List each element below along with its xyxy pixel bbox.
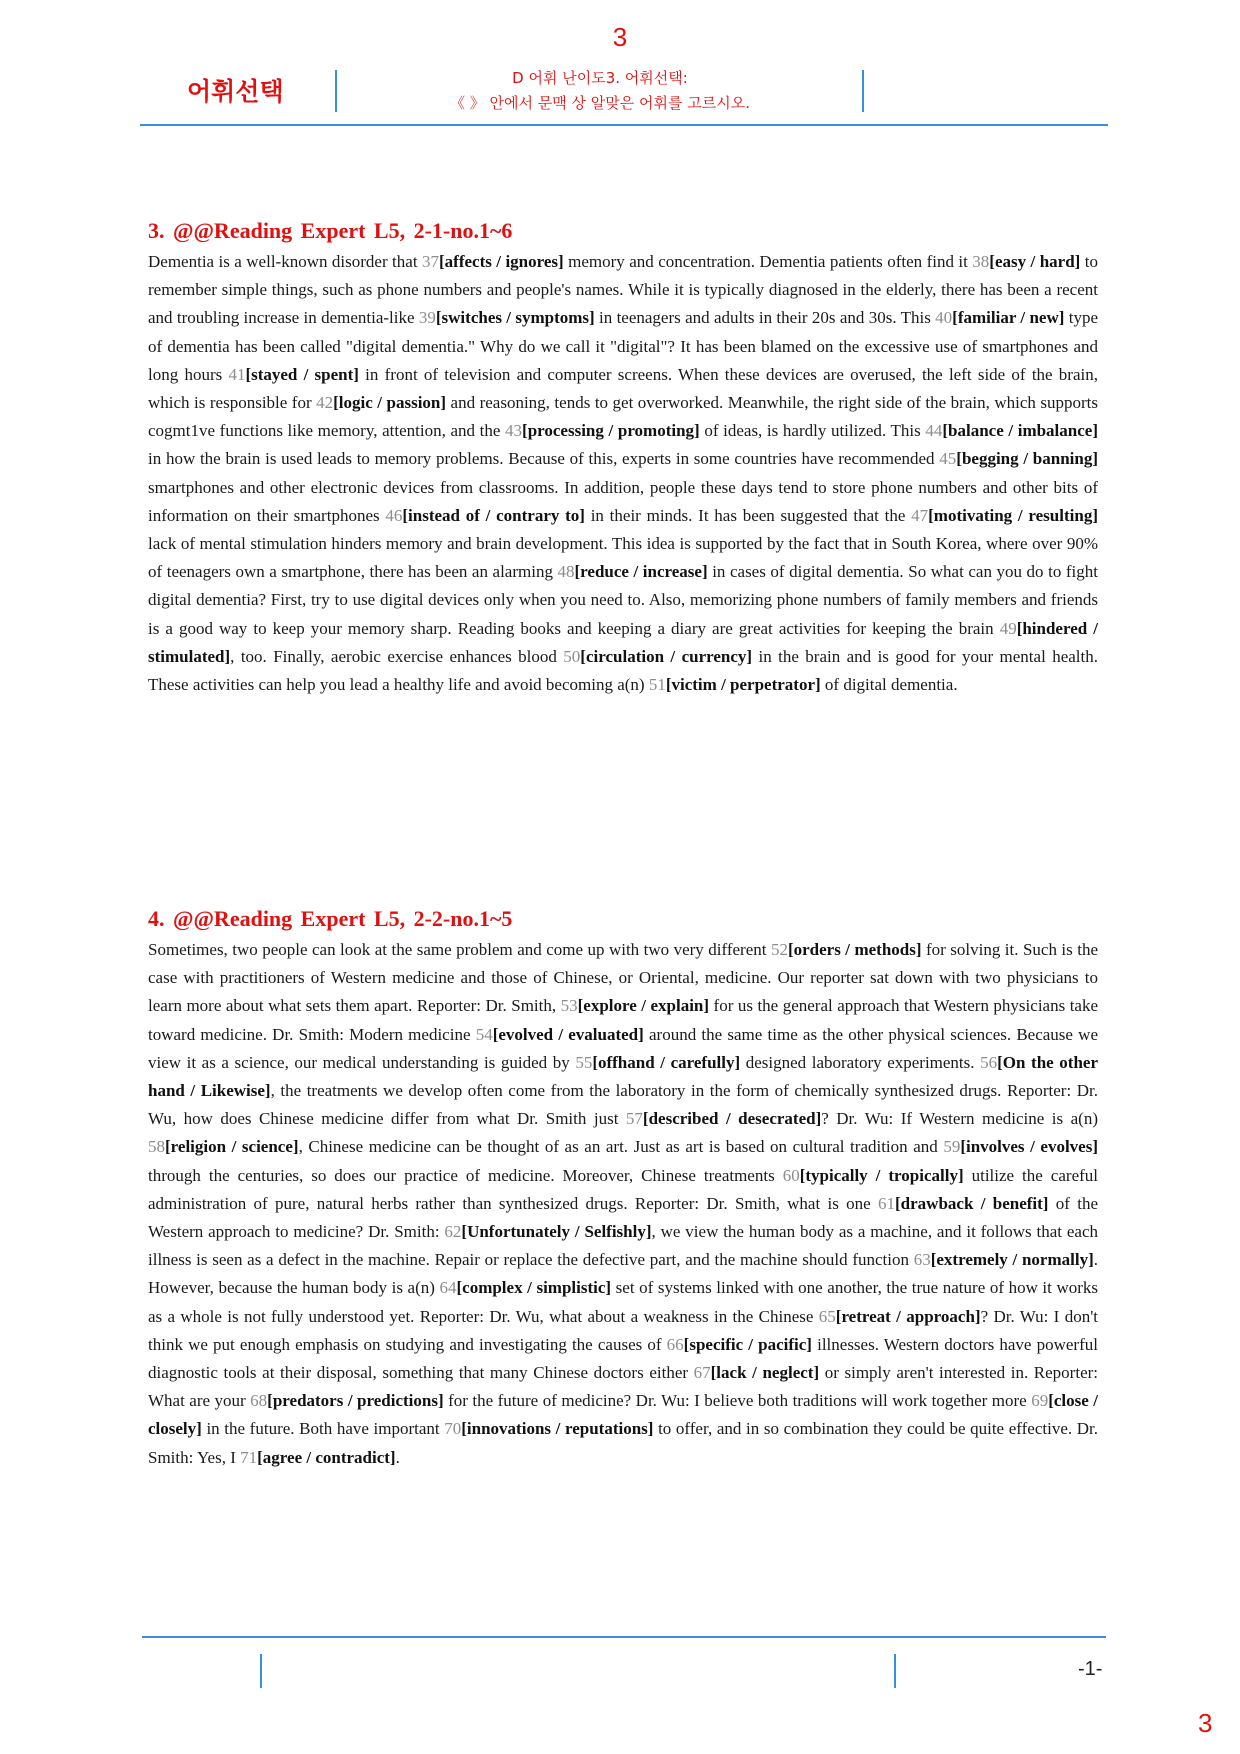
- word-choice[interactable]: [lack / neglect]: [710, 1363, 820, 1383]
- question-number: 56: [980, 1052, 998, 1072]
- footer-divider: [142, 1636, 1106, 1638]
- passage-fragment: in cases of digital dementia. So what can you do to fight digital dementia? First, try to use digital devices only when you need to. Also, memorizing phone numbers of family members and friends is a good way to keep your memory sharp. Reading books and keeping a diary are great activities for keeping the brain: [148, 562, 1099, 638]
- question-number: 37: [422, 252, 439, 271]
- word-choice[interactable]: [agree / contradict]: [257, 1447, 396, 1467]
- word-choice[interactable]: [evolved / evaluated]: [492, 1024, 644, 1044]
- passage-fragment: through the centuries, so does our practice of medicine. Moreover, Chinese treatments: [148, 1165, 783, 1185]
- passage-fragment: . However, because the human body is a(n): [148, 1250, 1098, 1298]
- question-number: 59: [943, 1137, 961, 1157]
- passage-fragment: utilize the careful administration of pure, natural herbs rather than synthesized drugs. Reporter: Dr. Smith, what is one: [148, 1165, 1098, 1213]
- section-4: [148, 906, 1098, 1472]
- passage-fragment: illnesses. Western doctors have powerful diagnostic tools at their disposal, something that many Chinese doctors either: [148, 1334, 1098, 1383]
- passage-fragment: to remember simple things, such as phone numbers and people's names. While it is typically diagnosed in the elderly, there has been a recent and troubling increase in dementia-like: [148, 252, 1099, 328]
- question-number: 67: [693, 1363, 711, 1383]
- passage-fragment: Sometimes, two people can look at the same problem and come up with two very different: [148, 940, 771, 959]
- word-choice[interactable]: [balance / imbalance]: [942, 421, 1098, 441]
- question-number: 62: [444, 1222, 462, 1242]
- footer-page-number: -1-: [1078, 1658, 1103, 1680]
- question-number: 71: [240, 1447, 258, 1467]
- passage-fragment: set of systems linked with one another, the true nature of how it works as a whole is not fully understood yet. Reporter: Dr. Wu, what about a weakness in the Chinese: [148, 1278, 1099, 1326]
- passage-fragment: in the brain and is good for your mental health. These activities can help you lead a healthy life and avoid becoming a(n): [148, 646, 1098, 695]
- passage-fragment: , the treatments we develop often come from the laboratory in the form of chemically synthesized drugs. Reporter: Dr. Wu, how does Chinese medicine differ from what Dr. Smith just: [148, 1081, 1098, 1129]
- passage-fragment: around the same time as the other physical sciences. Because we view it as a science, our medical understanding is guided by: [148, 1024, 1098, 1072]
- word-choice[interactable]: [typically / tropically]: [799, 1165, 964, 1185]
- passage-fragment: for us the general approach that Western physicians take toward medicine. Dr. Smith: Modern medicine: [148, 996, 1099, 1044]
- passage-fragment: , Chinese medicine can be thought of as an art. Just as art is based on cultural tradition and: [298, 1137, 944, 1157]
- question-number: 40: [935, 308, 953, 328]
- passage-fragment: in teenagers and adults in their 20s and 30s. This: [594, 308, 936, 328]
- question-number: 39: [418, 308, 436, 328]
- question-number: 53: [560, 996, 578, 1016]
- word-choice[interactable]: [On the other hand / Likewise]: [148, 1052, 1099, 1101]
- passage-fragment: and reasoning, tends to get overworked. Meanwhile, the right side of the brain, which supports cogmt1ve functions like memory, attention, and the: [148, 393, 1098, 441]
- passage-fragment: for the future of medicine? Dr. Wu: I believe both traditions will work together more: [443, 1391, 1032, 1411]
- word-choice[interactable]: [victim / perpetrator]: [665, 675, 821, 695]
- word-choice[interactable]: [instead of / contrary to]: [402, 505, 585, 525]
- word-choice[interactable]: [circulation / currency]: [580, 646, 753, 666]
- instruction-line-1: D 어휘 난이도3. 어휘선택:: [512, 69, 688, 87]
- question-number: 44: [925, 421, 943, 441]
- word-choice[interactable]: [retreat / approach]: [835, 1306, 981, 1326]
- footer-divider-right: [894, 1654, 896, 1688]
- word-choice[interactable]: [switches / symptoms]: [435, 308, 595, 328]
- question-number: 60: [782, 1165, 800, 1185]
- word-choice[interactable]: [hindered / stimulated]: [148, 618, 1098, 666]
- question-number: 48: [557, 562, 575, 582]
- question-number: 47: [911, 505, 929, 525]
- passage-fragment: in front of television and computer screens. When these devices are overused, the left side of the brain, which is responsible for: [148, 364, 1098, 413]
- question-number: 70: [444, 1419, 462, 1439]
- word-choice[interactable]: [processing / promoting]: [522, 421, 700, 441]
- passage-fragment: in their minds. It has been suggested that the: [584, 505, 912, 525]
- word-choice[interactable]: [orders / methods]: [787, 940, 922, 959]
- word-choice[interactable]: [reduce / increase]: [574, 562, 708, 582]
- passage-fragment: to offer, and in so combination they could be quite effective. Dr. Smith: Yes, I: [148, 1419, 1098, 1467]
- question-number: 63: [913, 1250, 931, 1270]
- question-number: 57: [625, 1109, 643, 1129]
- header-divider-left: [335, 70, 337, 112]
- footer-divider-left: [260, 1654, 262, 1688]
- section-3: [148, 218, 1098, 699]
- passage-fragment: ? Dr. Wu: If Western medicine is a(n): [821, 1109, 1098, 1129]
- word-choice[interactable]: [easy / hard]: [989, 252, 1081, 271]
- question-number: 54: [475, 1024, 493, 1044]
- passage-fragment: Dementia is a well-known disorder that: [148, 252, 422, 271]
- word-choice[interactable]: [described / desecrated]: [642, 1109, 822, 1129]
- question-number: 41: [228, 364, 246, 384]
- question-number: 65: [818, 1306, 836, 1326]
- question-number: 43: [505, 421, 523, 441]
- word-choice[interactable]: [specific / pacific]: [683, 1334, 812, 1354]
- passage-fragment: memory and concentration. Dementia patients often find it: [563, 252, 973, 271]
- word-choice[interactable]: [close / closely]: [148, 1391, 1098, 1439]
- question-number: 52: [770, 940, 788, 959]
- question-number: 42: [316, 393, 334, 413]
- word-choice[interactable]: [Unfortunately / Selfishly]: [461, 1222, 652, 1242]
- section-title: 4. @@Reading Expert L5, 2-2-no.1~5: [148, 906, 513, 931]
- word-choice[interactable]: [affects / ignores]: [439, 252, 564, 271]
- passage-fragment: for solving it. Such is the case with practitioners of Western medicine and those of Chinese, or Oriental, medicine. Our reporter sat down with two physicians to learn more about what sets them apart. Reporter: Dr. Smith,: [148, 940, 1098, 1016]
- word-choice[interactable]: [predators / predictions]: [267, 1391, 444, 1411]
- question-number: 64: [439, 1278, 457, 1298]
- passage-fragment: designed laboratory experiments.: [740, 1052, 981, 1072]
- question-number: 61: [878, 1193, 895, 1213]
- question-number: 66: [666, 1334, 684, 1354]
- passage-fragment: of digital dementia.: [820, 675, 958, 695]
- passage-fragment: , we view the human body as a machine, and it follows that each illness is seen as a defect in the machine. Repair or replace the defective part, and the machine should function: [148, 1222, 1098, 1270]
- top-page-number: 3: [612, 22, 628, 52]
- word-choice[interactable]: [stayed / spent]: [245, 364, 359, 384]
- passage-text: [148, 936, 1098, 1472]
- instruction-line-2: 《 》 안에서 문맥 상 알맞은 어휘를 고르시오.: [450, 94, 750, 112]
- word-choice[interactable]: [drawback / benefit]: [895, 1193, 1049, 1213]
- question-number: 46: [385, 505, 403, 525]
- passage-fragment: , too. Finally, aerobic exercise enhances blood: [230, 646, 564, 666]
- word-choice[interactable]: [explore / explain]: [577, 996, 710, 1016]
- question-number: 38: [972, 252, 990, 271]
- header-divider-right: [862, 70, 864, 112]
- page-header: [140, 62, 1108, 126]
- corner-page-number: 3: [1198, 1708, 1213, 1738]
- question-number: 68: [250, 1391, 268, 1411]
- question-number: 50: [563, 646, 581, 666]
- question-number: 69: [1031, 1391, 1049, 1411]
- question-number: 51: [648, 675, 666, 695]
- question-number: 58: [148, 1137, 165, 1157]
- passage-fragment: of ideas, is hardly utilized. This: [699, 421, 926, 441]
- word-choice[interactable]: [offhand / carefully]: [592, 1052, 741, 1072]
- passage-fragment: .: [395, 1447, 400, 1467]
- word-choice[interactable]: [complex / simplistic]: [456, 1278, 612, 1298]
- passage-fragment: smartphones and other electronic devices from classrooms. In addition, people these days tend to store phone numbers and other bits of information on their smartphones: [148, 477, 1098, 525]
- word-choice[interactable]: [begging / banning]: [956, 449, 1098, 469]
- section-label: 어휘선택: [187, 77, 284, 106]
- header-instruction: [340, 66, 860, 116]
- section-title: 3. @@Reading Expert L5, 2-1-no.1~6: [148, 218, 513, 243]
- question-number: 45: [939, 449, 957, 469]
- word-choice[interactable]: [innovations / reputations]: [461, 1419, 654, 1439]
- word-choice[interactable]: [motivating / resulting]: [928, 505, 1098, 525]
- word-choice[interactable]: [extremely / normally]: [930, 1250, 1094, 1270]
- passage-fragment: ? Dr. Wu: I don't think we put enough emphasis on studying and investigating the causes of: [148, 1306, 1098, 1354]
- passage-fragment: in the future. Both have important: [201, 1419, 445, 1439]
- word-choice[interactable]: [religion / science]: [165, 1137, 299, 1157]
- passage-fragment: type of dementia has been called "digital dementia." Why do we call it "digital"? It has been blamed on the excessive use of smartphones and long hours: [148, 308, 1098, 384]
- passage-fragment: lack of mental stimulation hinders memory and brain development. This idea is supported by the fact that in South Korea, where over 90% of teenagers own a smartphone, there has been an alarming: [148, 534, 1098, 582]
- word-choice[interactable]: [logic / passion]: [333, 393, 447, 413]
- passage-fragment: or simply aren't interested in. Reporter: What are your: [148, 1363, 1098, 1411]
- question-number: 49: [999, 618, 1017, 638]
- passage-fragment: of the Western approach to medicine? Dr. Smith:: [148, 1193, 1099, 1242]
- question-number: 55: [575, 1052, 593, 1072]
- word-choice[interactable]: [familiar / new]: [952, 308, 1065, 328]
- passage-text: [148, 248, 1098, 699]
- word-choice[interactable]: [involves / evolves]: [960, 1137, 1098, 1157]
- passage-fragment: in how the brain is used leads to memory problems. Because of this, experts in some countries have recommended: [148, 449, 940, 469]
